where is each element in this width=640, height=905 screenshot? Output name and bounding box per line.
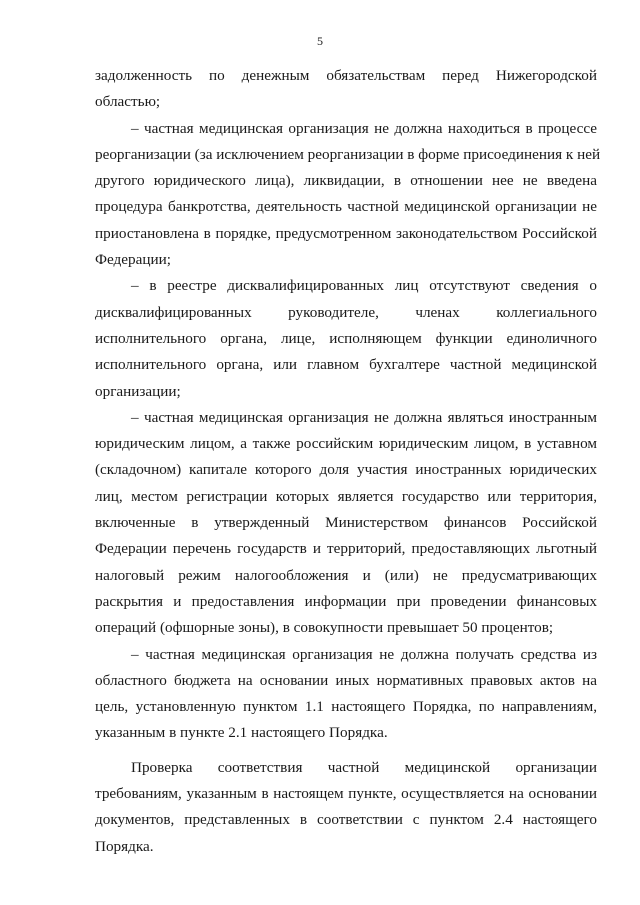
text-line: Федерации; xyxy=(95,251,171,269)
text-line: указанным в пункте 2.1 настоящего Порядка. xyxy=(95,724,388,742)
text-line: задолженность по денежным обязательствам перед Нижегородской xyxy=(95,67,597,84)
text-line: – частная медицинская организация не должна находиться в процессе xyxy=(131,119,597,137)
text-line: исполнительного органа, или главном бухгалтере частной медицинской xyxy=(95,356,597,374)
document-body xyxy=(95,63,601,860)
paragraph-foreign-entity xyxy=(95,405,597,642)
text-line: операций (офшорные зоны), в совокупности превышает 50 процентов; xyxy=(95,619,554,637)
text-line: областного бюджета на основании иных нормативных правовых актов на xyxy=(95,671,597,689)
text-line: реорганизации (за исключением реорганизации в форме присоединения к ней xyxy=(95,145,601,163)
text-line: юридическим лицом, а также российским юридическим лицом, в уставном xyxy=(95,435,597,453)
text-line: требованиям, указанным в настоящем пункте, осуществляется на основании xyxy=(95,785,597,803)
text-line: дисквалифицированных руководителе, членах коллегиального xyxy=(95,303,597,321)
text-line: Федерации перечень государств и территорий, предоставляющих льготный xyxy=(95,540,597,558)
text-line: процедура банкротства, деятельность частной медицинской организации не xyxy=(95,198,597,216)
text-line: раскрытия и предоставления информации при проведении финансовых xyxy=(95,592,597,610)
paragraph-budget-funds xyxy=(95,642,597,747)
paragraph-disqualified-registry xyxy=(95,273,597,404)
text-line: Порядка. xyxy=(95,837,154,855)
paragraph-verification xyxy=(95,755,597,860)
text-line: исполнительного органа, лице, исполняющем функции единоличного xyxy=(95,329,597,347)
text-line: (складочном) капитале которого доля участия иностранных юридических xyxy=(95,461,597,479)
text-line: документов, представленных в соответствии с пунктом 2.4 настоящего xyxy=(95,811,597,829)
text-line: лиц, местом регистрации которых является государство или территория, xyxy=(95,487,597,505)
text-line: – в реестре дисквалифицированных лиц отсутствуют сведения о xyxy=(131,277,597,295)
text-line: другого юридического лица), ликвидации, в отношении нее не введена xyxy=(95,172,597,190)
text-line: цель, установленную пунктом 1.1 настоящего Порядка, по направлениям, xyxy=(95,698,597,716)
text-line: включенные в утвержденный Министерством финансов Российской xyxy=(95,514,597,532)
text-line: приостановлена в порядке, предусмотренном законодательством Российской xyxy=(95,224,597,242)
text-line: организации; xyxy=(95,382,181,400)
text-line: налоговый режим налогообложения и (или) не предусматривающих xyxy=(95,566,597,584)
text-line: – частная медицинская организация не должна получать средства из xyxy=(131,645,597,663)
text-line: областью; xyxy=(95,93,161,111)
paragraph-debt-continuation xyxy=(95,63,597,116)
text-line: – частная медицинская организация не должна являться иностранным xyxy=(131,408,597,426)
paragraph-reorganization xyxy=(95,116,601,274)
page-number: 5 xyxy=(317,34,323,48)
paragraph-spacer xyxy=(95,747,597,755)
text-line: Проверка соответствия частной медицинской организации xyxy=(131,758,597,776)
